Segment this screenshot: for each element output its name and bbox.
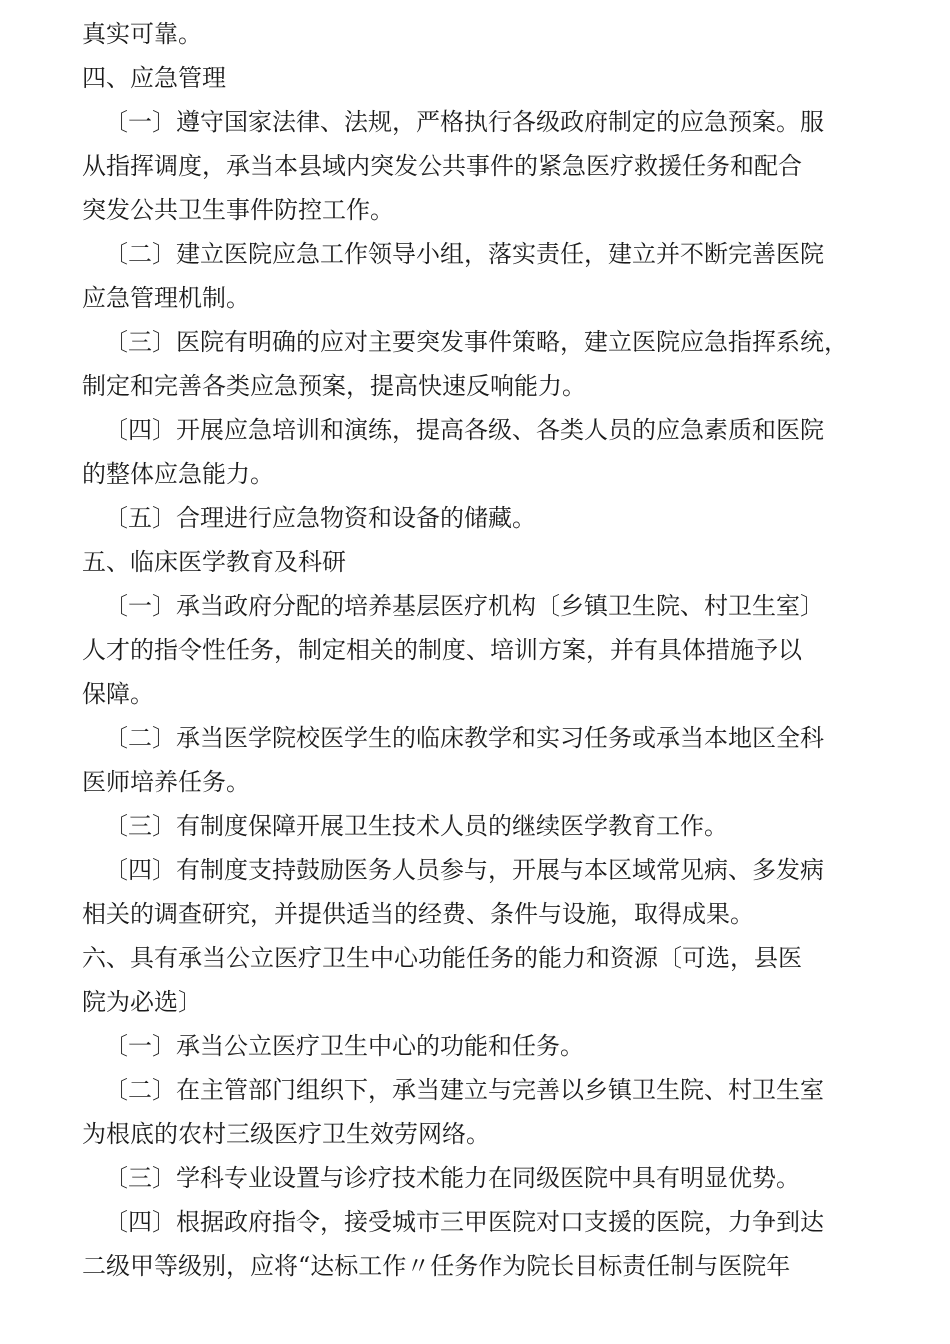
text-line-4: 从指挥调度，承当本县域内突发公共事件的紧急医疗救援任务和配合 [82, 152, 802, 180]
text-line-15: 人才的指令性任务，制定相关的制度、培训方案，并有具体措施予以 [82, 636, 802, 664]
text-line-25: 〔二〕在主管部门组织下，承当建立与完善以乡镇卫生院、村卫生室 [104, 1076, 824, 1104]
text-line-27: 〔三〕学科专业设置与诊疗技术能力在同级医院中具有明显优势。 [104, 1164, 800, 1192]
text-line-16: 保障。 [82, 680, 154, 708]
text-line-7: 应急管理机制。 [82, 284, 250, 312]
section-heading-6: 六、具有承当公立医疗卫生中心功能任务的能力和资源〔可选，县医 [82, 944, 802, 972]
text-line-17: 〔二〕承当医学院校医学生的临床教学和实习任务或承当本地区全科 [104, 724, 824, 752]
text-line-10: 〔四〕开展应急培训和演练，提高各级、各类人员的应急素质和医院 [104, 416, 824, 444]
section-heading-5: 五、临床医学教育及科研 [82, 548, 346, 576]
text-line-18: 医师培养任务。 [82, 768, 250, 796]
text-line-3: 〔一〕遵守国家法律、法规，严格执行各级政府制定的应急预案。服 [104, 108, 824, 136]
text-line-5: 突发公共卫生事件防控工作。 [82, 196, 394, 224]
text-line-20: 〔四〕有制度支持鼓励医务人员参与，开展与本区域常见病、多发病 [104, 856, 824, 884]
text-line-11: 的整体应急能力。 [82, 460, 274, 488]
text-line-9: 制定和完善各类应急预案，提高快速反响能力。 [82, 372, 586, 400]
text-line-28: 〔四〕根据政府指令，接受城市三甲医院对口支援的医院，力争到达 [104, 1208, 824, 1236]
text-line-14: 〔一〕承当政府分配的培养基层医疗机构〔乡镇卫生院、村卫生室〕 [104, 592, 824, 620]
text-line-26: 为根底的农村三级医疗卫生效劳网络。 [82, 1120, 490, 1148]
text-line-29: 二级甲等级别，应将“达标工作〃任务作为院长目标责任制与医院年 [82, 1252, 791, 1280]
text-line-8: 〔三〕医院有明确的应对主要突发事件策略，建立医院应急指挥系统， [104, 328, 848, 356]
text-line-21: 相关的调查研究，并提供适当的经费、条件与设施，取得成果。 [82, 900, 754, 928]
text-line-6: 〔二〕建立医院应急工作领导小组，落实责任，建立并不断完善医院 [104, 240, 824, 268]
text-line-12: 〔五〕合理进行应急物资和设备的储藏。 [104, 504, 536, 532]
section-heading-4: 四、应急管理 [82, 64, 226, 92]
text-line-24: 〔一〕承当公立医疗卫生中心的功能和任务。 [104, 1032, 584, 1060]
text-line-1: 真实可靠。 [82, 20, 202, 48]
text-line-23: 院为必选〕 [82, 988, 202, 1016]
text-line-19: 〔三〕有制度保障开展卫生技术人员的继续医学教育工作。 [104, 812, 728, 840]
